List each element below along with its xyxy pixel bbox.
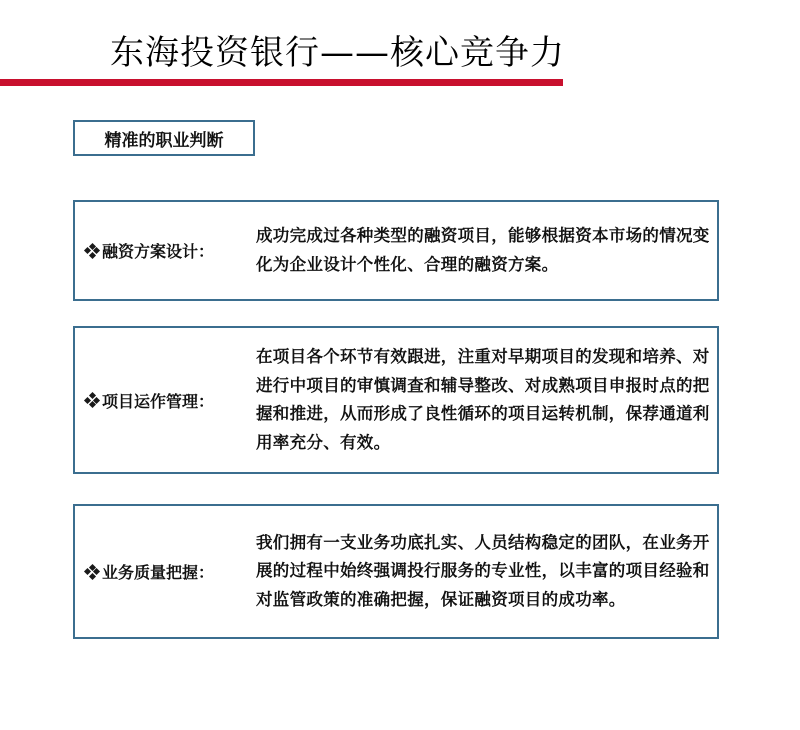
capability-card-financing xyxy=(73,200,719,301)
card-description: 我们拥有一支业务功底扎实、人员结构稳定的团队，在业务开展的过程中始终强调投行服务的专业性，以丰富的项目经验和对监管政策的准确把握，保证融资项目的成功率。 xyxy=(256,532,710,609)
card-label-wrapper xyxy=(85,202,214,299)
diamond-bullet-icon xyxy=(85,244,99,258)
card-description-wrapper xyxy=(256,506,711,637)
capability-card-quality-control xyxy=(73,504,719,639)
card-description: 成功完成过各种类型的融资项目，能够根据资本市场的情况变化为企业设计个性化、合理的融资方案。 xyxy=(256,226,710,274)
card-description-wrapper xyxy=(256,328,711,472)
card-label-wrapper xyxy=(85,328,214,472)
section-label: 精准的职业判断 xyxy=(73,120,255,156)
card-description-wrapper xyxy=(256,202,711,299)
capability-card-project-management xyxy=(73,326,719,474)
card-description: 在项目各个环节有效跟进，注重对早期项目的发现和培养、对进行中项目的审慎调查和辅导整改、对成熟项目申报时点的把握和推进，从而形成了良性循环的项目运转机制，保荐通道利用率充分、有效。 xyxy=(256,347,710,452)
card-label: 融资方案设计： xyxy=(102,242,215,261)
diamond-bullet-icon xyxy=(85,565,99,579)
card-label: 项目运作管理： xyxy=(102,391,215,411)
card-label: 业务质量把握： xyxy=(102,563,215,582)
card-label-wrapper xyxy=(85,506,214,637)
title-underline xyxy=(0,79,563,86)
slide-title: 东海投资银行——核心竞争力 xyxy=(110,33,565,73)
diamond-bullet-icon xyxy=(85,393,99,407)
